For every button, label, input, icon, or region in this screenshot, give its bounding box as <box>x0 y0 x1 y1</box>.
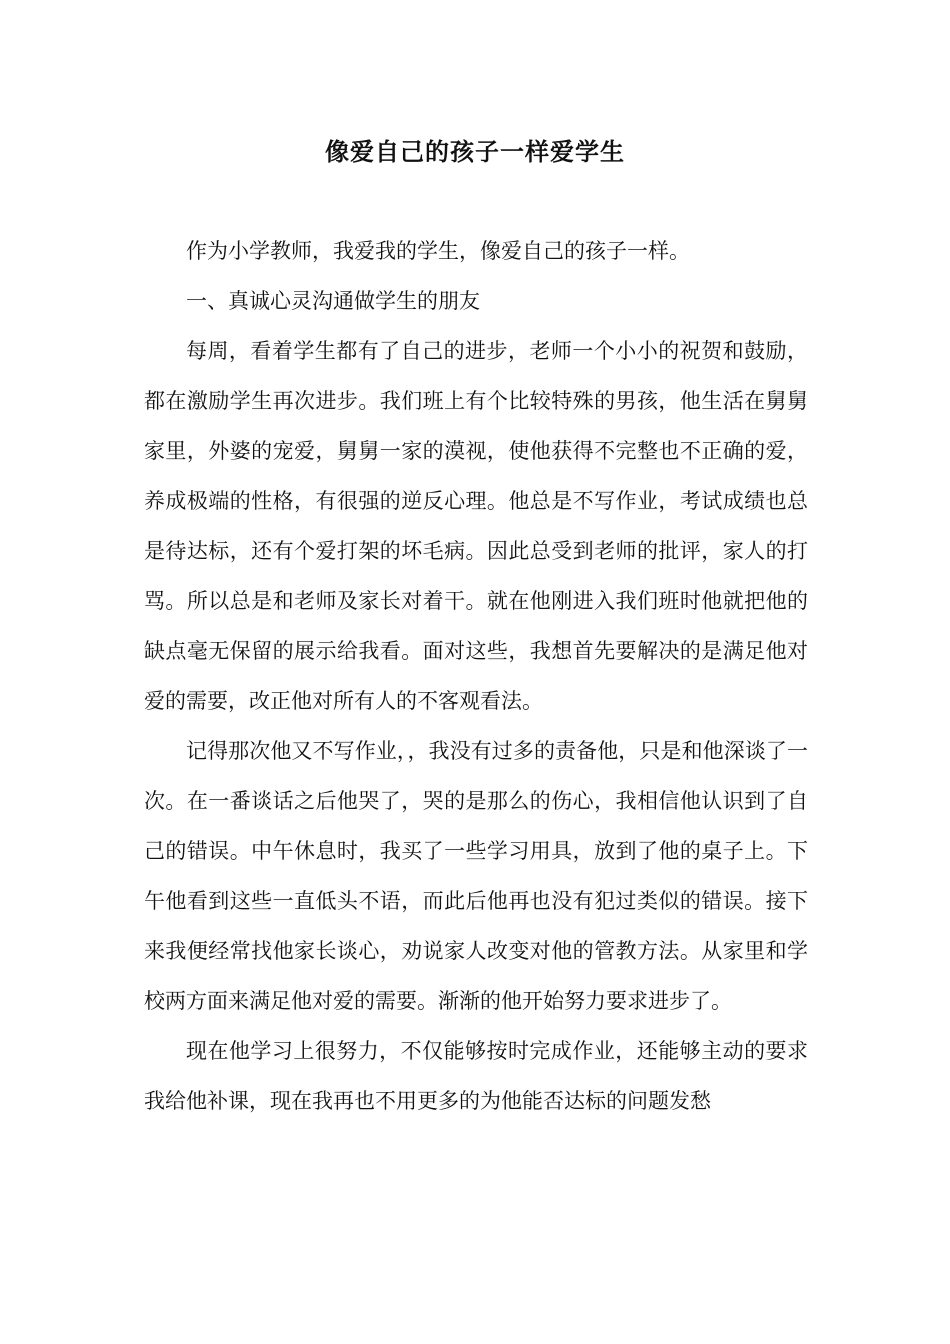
paragraph-weekly-progress: 每周，看着学生都有了自己的进步，老师一个小小的祝贺和鼓励，都在激励学生再次进步。我们班上有个比较特殊的男孩，他生活在舅舅家里，外婆的宠爱，舅舅一家的漠视，使他获得不完整也不正确的爱，养成极端的性格，有很强的逆反心理。他总是不写作业，考试成绩也总是待达标，还有个爱打架的坏毛病。因此总受到老师的批评，家人的打骂。所以总是和老师及家长对着干。就在他刚进入我们班时他就把他的缺点毫无保留的展示给我看。面对这些，我想首先要解决的是满足他对爱的需要，改正他对所有人的不客观看法。 <box>144 339 808 713</box>
paragraph-homework-talk: 记得那次他又不写作业，，我没有过多的责备他，只是和他深谈了一次。在一番谈话之后他哭了，哭的是那么的伤心，我相信他认识到了自己的错误。中午休息时，我买了一些学习用具，放到了他的桌子上。下午他看到这些一直低头不语，而此后他再也没有犯过类似的错误。接下来我便经常找他家长谈心，劝说家人改变对他的管教方法。从家里和学校两方面来满足他对爱的需要。渐渐的他开始努力要求进步了。 <box>144 739 808 1013</box>
document-title: 像爱自己的孩子一样爱学生 <box>325 137 625 166</box>
paragraph-intro: 作为小学教师，我爱我的学生，像爱自己的孩子一样。 <box>186 239 690 263</box>
document-body <box>144 226 808 1126</box>
paragraph-current-progress: 现在他学习上很努力，不仅能够按时完成作业，还能够主动的要求我给他补课，现在我再也不用更多的为他能否达标的问题发愁 <box>144 1039 808 1113</box>
section-heading: 一、真诚心灵沟通做学生的朋友 <box>186 289 480 313</box>
